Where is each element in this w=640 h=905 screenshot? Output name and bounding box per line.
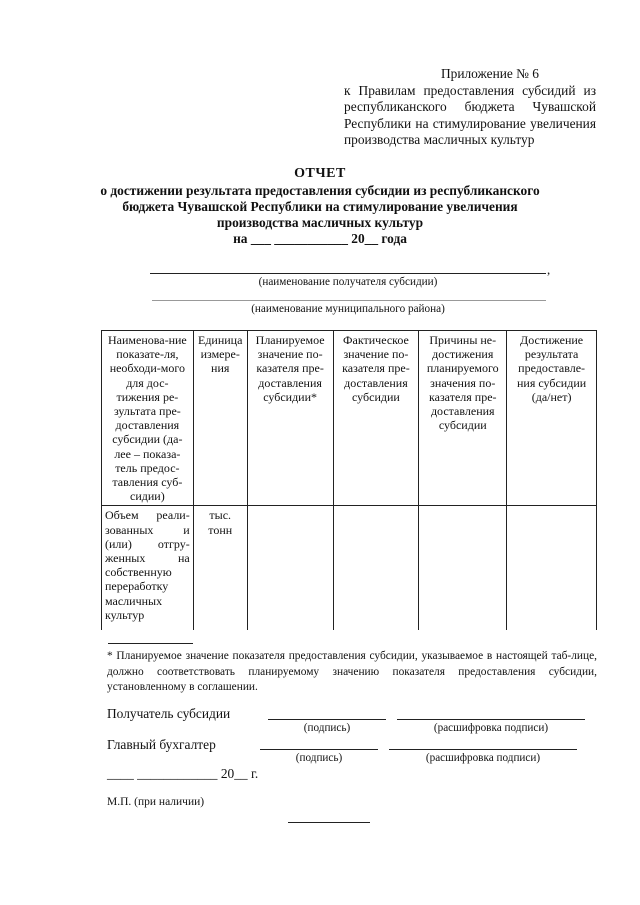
cell-achievement[interactable] [507,506,597,631]
cell-unit: тыс. тонн [193,506,247,631]
header-achievement: Достижение результата предоставле-ния субсидии (да/нет) [507,331,597,506]
district-line[interactable] [152,300,546,301]
table-row [102,506,597,631]
signature-date-line[interactable]: ____ ____________ 20__ г. [107,766,259,781]
recipient-decode-hint: (расшифровка подписи) [433,722,549,734]
appendix-block [344,66,596,149]
appendix-number: Приложение № 6 [440,66,540,81]
report-title: ОТЧЕТ [294,166,346,181]
recipient-signature-line[interactable] [268,719,386,720]
report-title-block [95,166,545,247]
recipient-signature-hint: (подпись) [303,722,351,734]
accountant-decode-line[interactable] [389,749,577,750]
header-unit: Единица измере-ния [193,331,247,506]
header-reasons: Причины не-достижения планируемого значения по-казателя пре-доставления субсидии [419,331,507,506]
recipient-decode-line[interactable] [397,719,585,720]
header-indicator: Наименова-ние показате-ля, необходи-мого для дос-тижения ре-зультата пре-доставления субсидии (да-лее – показа-тель предос-тавления суб-сидии) [102,331,194,506]
district-hint: (наименование муниципального района) [251,303,445,315]
recipient-hint: (наименование получателя субсидии) [258,276,438,288]
cell-reasons[interactable] [419,506,507,631]
accountant-signature-line[interactable] [260,749,378,750]
report-table [101,330,597,630]
footnote-rule [108,643,193,644]
cell-actual[interactable] [333,506,419,631]
header-actual: Фактическое значение по-казателя пре-доставления субсидии [333,331,419,506]
report-subtitle: о достижении результата предоставления субсидии из республиканского бюджета Чувашской Республики на стимулирование увеличения производства масличных культур [100,183,540,230]
recipient-signature-label: Получатель субсидии [107,706,231,721]
table-header-row [102,331,597,506]
stamp-label: М.П. (при наличии) [107,796,205,808]
footnote: * Планируемое значение показателя предоставления субсидии, указываемое в настоящей таб-лице, должно соответствовать планируемому значению показателя предоставления субсидии, установленному в соглашении. [107,650,597,693]
header-planned: Планируемое значение по-казателя пре-доставления субсидии* [247,331,333,506]
recipient-line[interactable] [150,273,546,274]
accountant-signature-label: Главный бухгалтер [107,737,216,752]
cell-planned[interactable] [247,506,333,631]
accountant-decode-hint: (расшифровка подписи) [425,752,541,764]
cell-indicator: Объем реали-зованных и (или) отгру-женных на собственную переработку масличных культур [102,506,194,631]
recipient-comma: , [547,262,551,277]
appendix-text: к Правилам предоставления субсидий из республиканского бюджета Чувашской Республики на стимулирование увеличения производства масличных культур [344,82,596,147]
report-date-line: на ___ ___________ 20__ года [233,231,407,246]
accountant-signature-hint: (подпись) [295,752,343,764]
stamp-line [288,822,370,823]
